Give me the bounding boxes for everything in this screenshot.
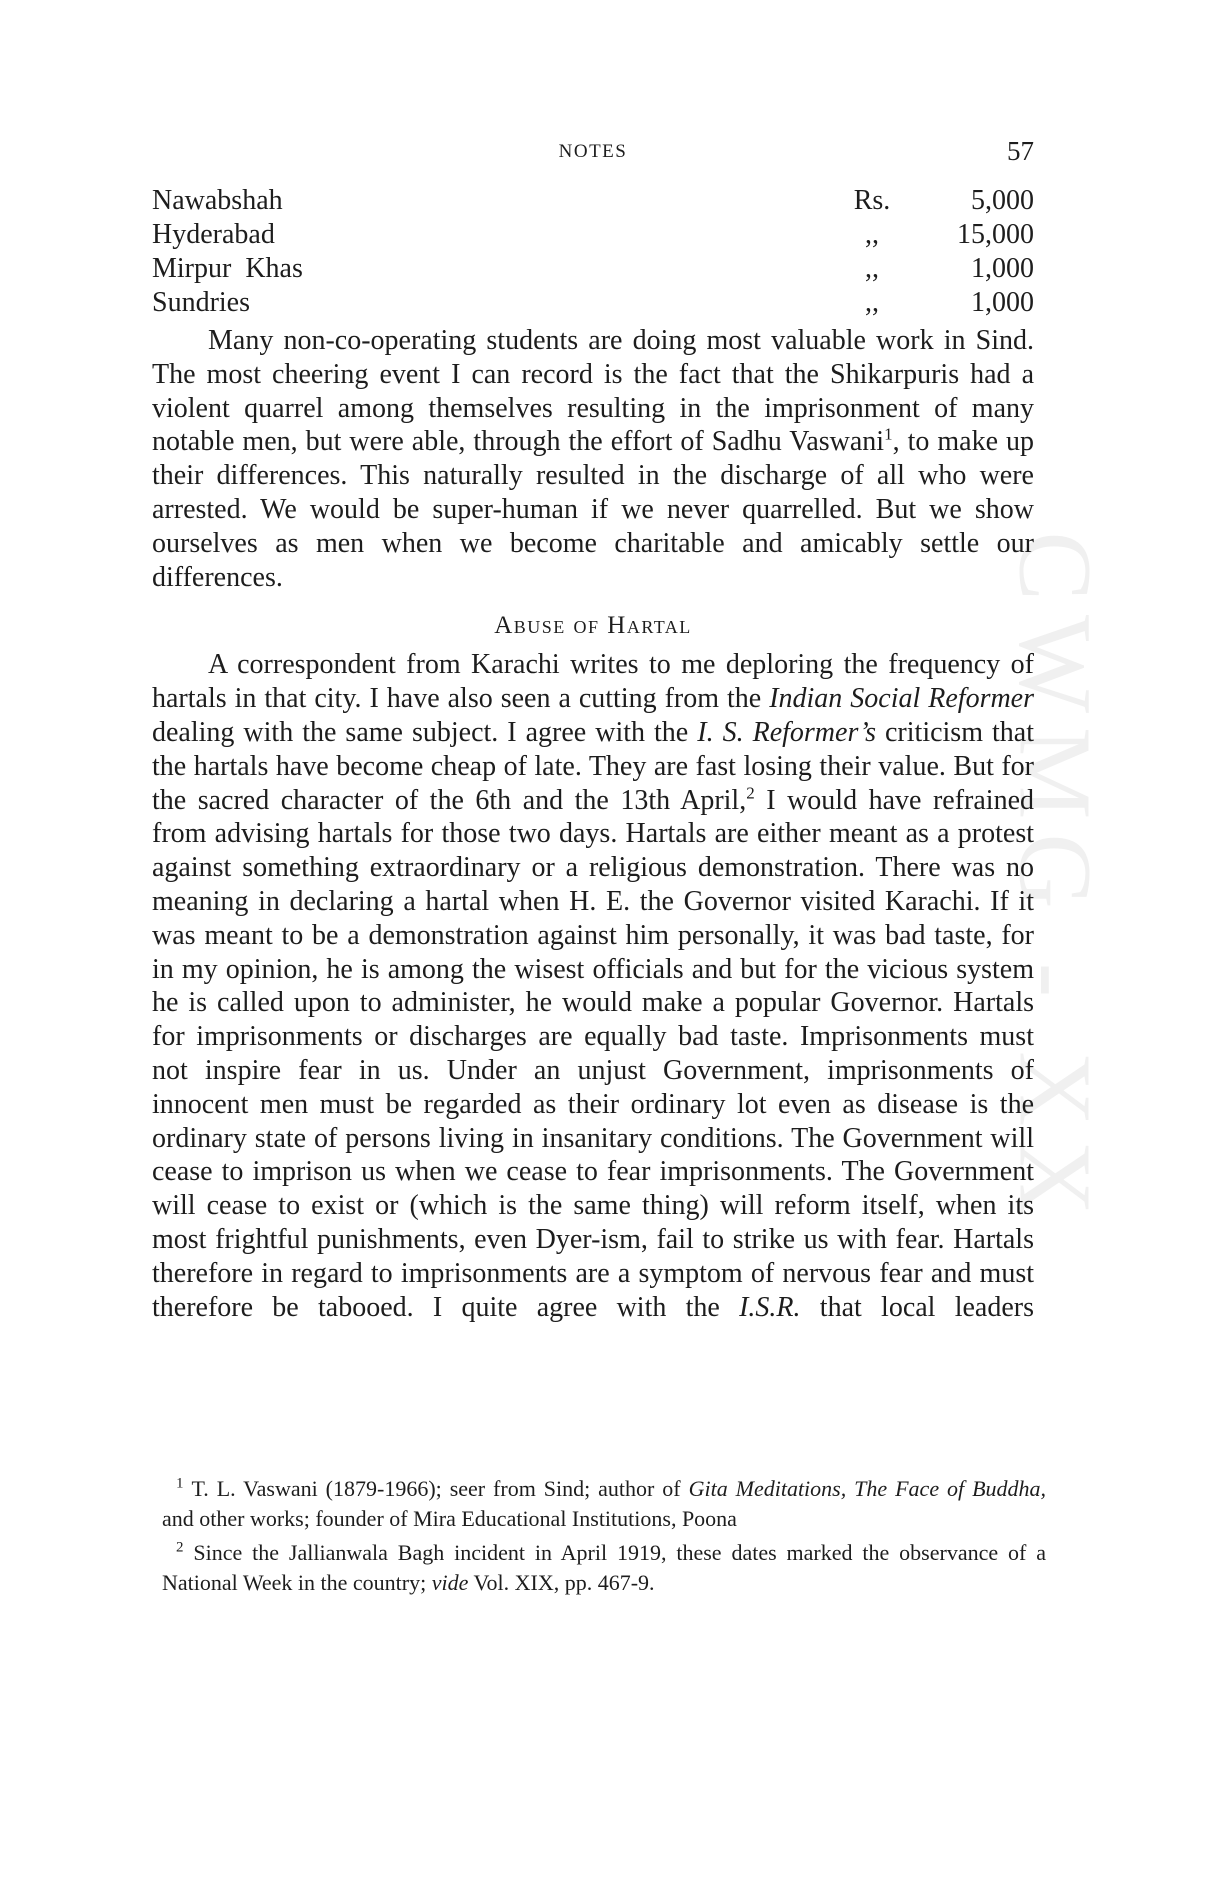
contribution-currency: ,, — [865, 253, 879, 284]
page-number: 57 — [1007, 136, 1034, 166]
watermark-text: CWMG - XX — [997, 531, 1113, 1229]
contribution-place: Sundries — [152, 287, 250, 318]
contribution-row — [152, 252, 1034, 286]
text-run: dealing with the same subject. I agree with the — [152, 716, 698, 748]
footnote-text: T. L. Vaswani (1879-1966); seer from Sind; author of — [191, 1476, 689, 1501]
footnote-text: and other works; founder of Mira Educational Institutions, Poona — [162, 1505, 737, 1531]
contribution-amount: 1,000 — [971, 287, 1034, 318]
italic-title: Gita Meditations, The Face of Buddha, — [688, 1476, 1047, 1501]
footnotes — [162, 1474, 1046, 1602]
running-head — [152, 136, 1034, 170]
footnote-text: Vol. XIX, pp. 467-9. — [468, 1569, 655, 1595]
footnote — [162, 1538, 1046, 1597]
text-run: A correspondent from Karachi writes to me deploring the frequency of hartals in that city. I have also seen a cutting from the — [152, 649, 1034, 715]
text-run: I would have refrained from advising hartals for those two days. Hartals are either meant as a protest against something extraordinary or a religious demonstration. There was no meaning in declaring a hartal when H. E. the Governor visited Karachi. If it was meant to be a demonstration against him personally, it was bad taste, for in my opinion, he is among the wisest officials and but for the vicious system he is called upon to administer, he would make a popular Governor. Hartals for imprisonments or discharges are equally bad taste. Imprisonments must not inspire fear in us. Under an unjust Government, imprisonments of innocent men must be regarded as their ordinary lot even as disease is the ordinary state of persons living in insanitary conditions. The Government will cease to imprison us when we cease to fear imprisonments. The Government will cease to exist or (which is the same thing) will reform itself, when its most frightful punishments, even Dyer-ism, fail to strike us with fear. Hartals therefore in regard to imprisonments are a symptom of nervous fear and must therefore be tabooed. I quite agree with the — [152, 784, 1035, 1323]
text-run: that local leaders — [800, 1291, 1034, 1323]
footnote-ref: 2 — [746, 783, 755, 803]
contribution-place: Hyderabad — [152, 219, 275, 250]
footnote-text: Since the Jallianwala Bagh incident in April 1919, these dates marked the observance of a National Week in the country; — [162, 1540, 1046, 1595]
contribution-amount: 5,000 — [971, 185, 1034, 216]
footnote-ref: 1 — [884, 425, 893, 445]
running-head-title: NOTES — [558, 141, 628, 162]
contribution-place: Nawabshah — [152, 185, 283, 216]
contribution-row — [152, 286, 1034, 320]
footnote-mark: 2 — [176, 1539, 184, 1556]
contribution-place: Mirpur Khas — [152, 253, 303, 284]
contribution-row — [152, 218, 1034, 252]
contribution-amount: 15,000 — [957, 219, 1034, 250]
body-text — [152, 324, 1034, 1324]
footnote — [162, 1474, 1046, 1533]
paragraph — [152, 324, 1034, 594]
contribution-currency: ,, — [865, 287, 879, 318]
italic-title: Indian Social Reformer — [769, 683, 1035, 715]
section-heading: Abuse of Hartal — [494, 612, 692, 640]
text-run: , to make up their differences. This naturally resulted in the discharge of all who were arrested. We would be super-human if we never quarrelled. But we show ourselves as men when we become charitable and amicably settle our differences. — [152, 426, 1035, 593]
contribution-currency: ,, — [865, 219, 879, 250]
contribution-amount: 1,000 — [971, 253, 1034, 284]
paragraph — [152, 648, 1034, 1324]
contribution-currency: Rs. — [853, 185, 891, 216]
contributions-list — [152, 184, 1034, 320]
text-run: criticism that the hartals have become cheap of late. They are fast losing their value. But for the sacred character of the 6th and the 13th April, — [152, 716, 1034, 816]
italic-title: I.S.R. — [739, 1291, 801, 1323]
italic-title: I. S. Reformer’s — [697, 716, 876, 748]
italic-title: vide — [431, 1569, 469, 1595]
contribution-row — [152, 184, 1034, 218]
text-run: Many non-co-operating students are doing most valuable work in Sind. The most cheering event I can record is the fact that the Shikarpuris had a violent quarrel among themselves resulting in the imprisonment of many notable men, but were able, through the effort of Sadhu Vaswani — [152, 325, 1034, 458]
footnote-mark: 1 — [176, 1475, 184, 1492]
